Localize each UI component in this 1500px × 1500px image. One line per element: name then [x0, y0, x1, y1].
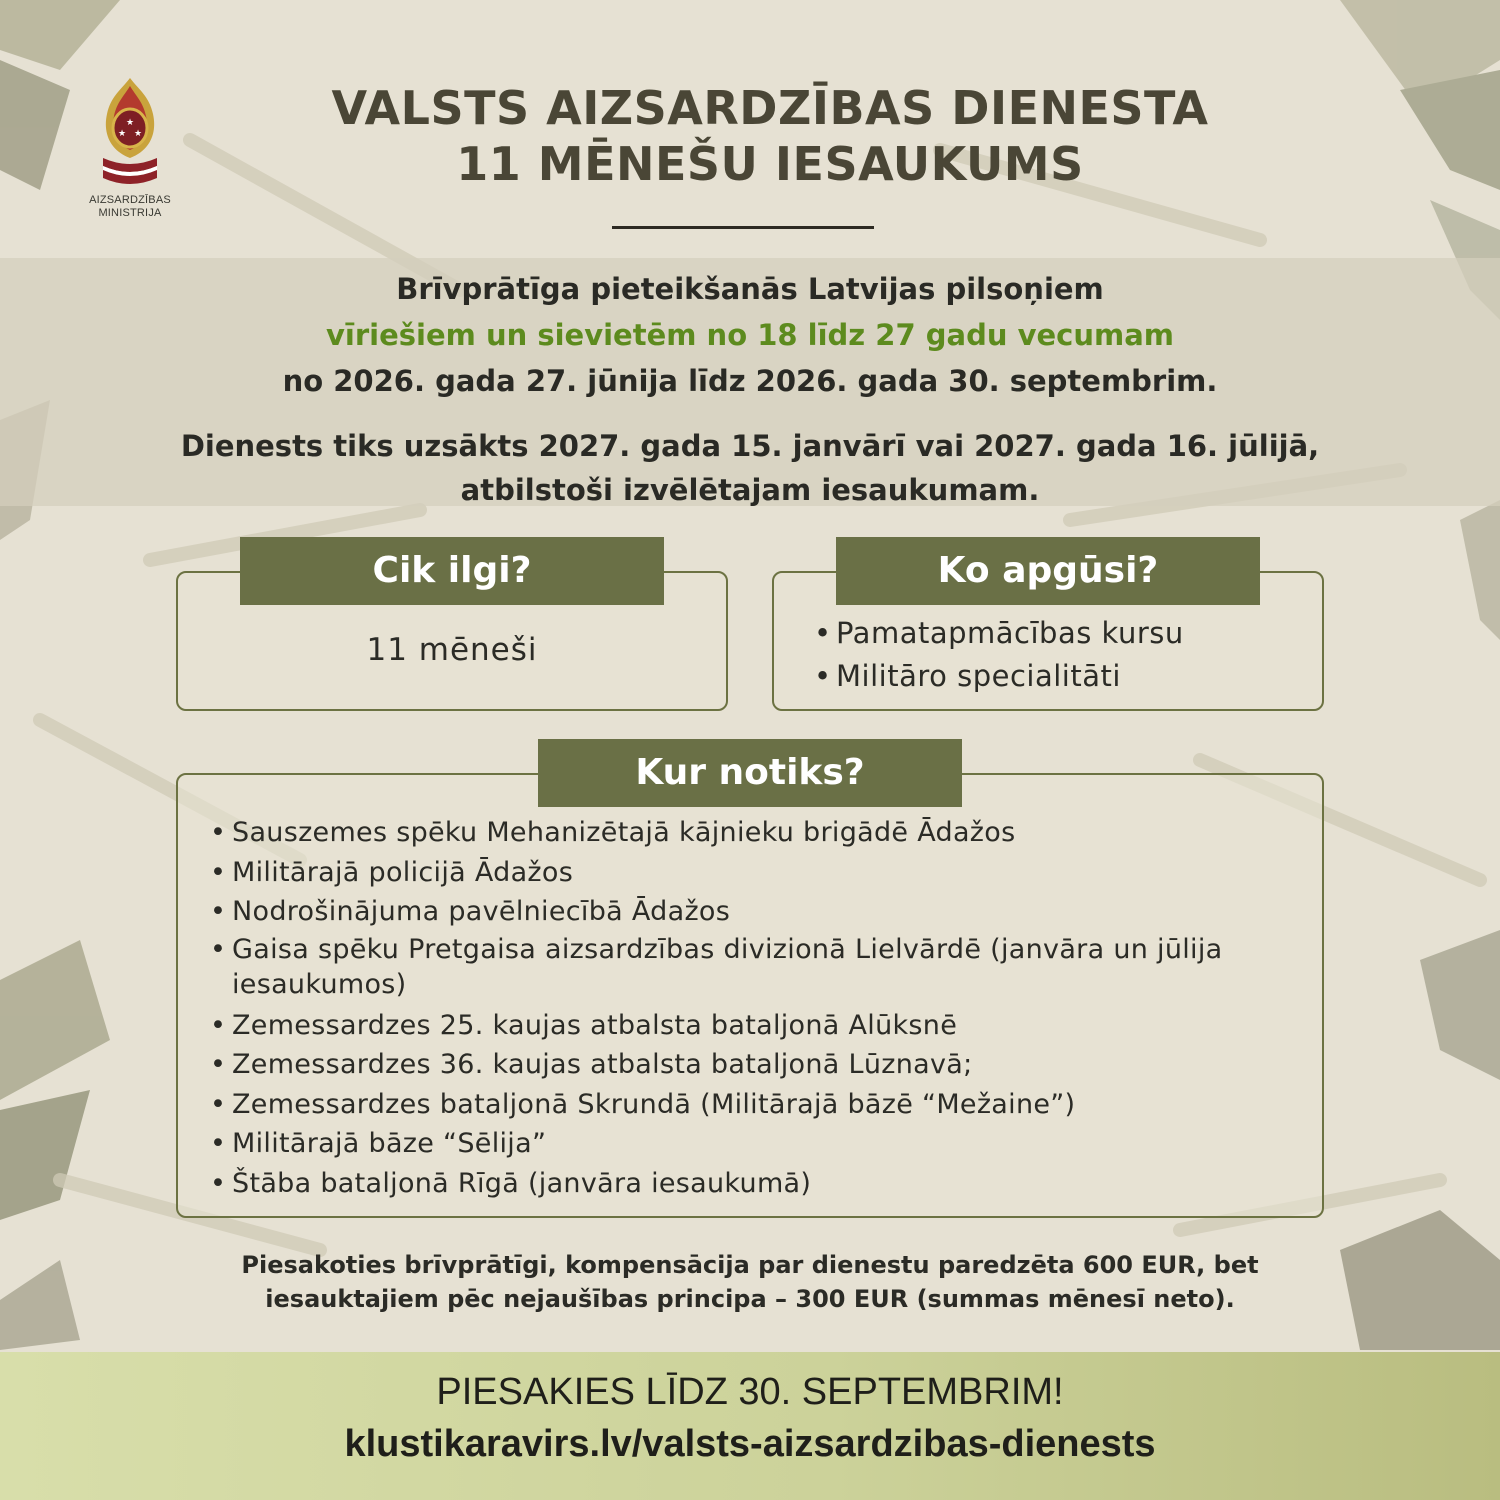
duration-heading: Cik ilgi? [240, 537, 664, 605]
cta-deadline: PIESAKIES LĪDZ 30. SEPTEMBRIM! [436, 1371, 1064, 1413]
title-line2: 11 MĒNEŠU IESAUKUMS [456, 137, 1084, 191]
learn-item: • Militāro specialitāti [812, 655, 1312, 698]
cta [0, 1368, 1500, 1472]
svg-text:★: ★ [133, 129, 143, 139]
svg-text:★: ★ [125, 118, 135, 128]
learn-heading: Ko apgūsi? [836, 537, 1260, 605]
logo-text-line1: AIZSARDZĪBAS [89, 194, 171, 206]
cta-url-link[interactable]: klustikaravirs.lv/valsts-aizsardzibas-dienests [344, 1423, 1156, 1465]
page-title [150, 80, 1390, 192]
location-item: • Štāba bataljonā Rīgā (janvāra iesaukumā) [208, 1164, 1278, 1204]
location-item: • Zemessardzes bataljonā Skrundā (Militārajā bāzē “Mežaine”) [208, 1085, 1278, 1125]
title-line1: VALSTS AIZSARDZĪBAS DIENESTA [331, 81, 1209, 135]
location-item: • Militārajā policijā Ādažos [208, 853, 1278, 893]
intro-dates: no 2026. gada 27. jūnija līdz 2026. gada 30. septembrim. [282, 364, 1218, 398]
title-divider [612, 226, 874, 229]
location-item: • Zemessardzes 25. kaujas atbalsta bataljonā Alūksnē [208, 1006, 1278, 1046]
location-item: • Nodrošinājuma pavēlniecībā Ādažos [208, 892, 1278, 932]
logo-text-line2: MINISTRIJA [98, 207, 162, 219]
intro-eligibility: vīriešiem un sievietēm no 18 līdz 27 gadu vecumam [326, 318, 1174, 352]
intro-start-line1: Dienests tiks uzsākts 2027. gada 15. janvārī vai 2027. gada 16. jūlijā, [180, 429, 1320, 463]
learn-list [812, 612, 1312, 698]
location-item: • Militārajā bāze “Sēlija” [208, 1124, 1278, 1164]
intro-text [80, 266, 1420, 512]
location-item: • Gaisa spēku Pretgaisa aizsardzības divizionā Lielvārdē (janvāra un jūlija iesaukumos) [208, 932, 1278, 1006]
location-heading: Kur notiks? [538, 739, 962, 807]
svg-text:★: ★ [117, 129, 127, 139]
intro-line1: Brīvprātīga pieteikšanās Latvijas pilsoņiem [396, 272, 1104, 306]
compensation-note [100, 1248, 1400, 1316]
location-item: • Sauszemes spēku Mehanizētajā kājnieku brigādē Ādažos [208, 813, 1278, 853]
location-list [208, 813, 1278, 1203]
learn-item: • Pamatapmācības kursu [812, 612, 1312, 655]
compensation-line2: iesauktajiem pēc nejaušības principa – 300 EUR (summas mēnesī neto). [265, 1285, 1235, 1313]
duration-value: 11 mēneši [366, 632, 538, 668]
compensation-line1: Piesakoties brīvprātīgi, kompensācija par dienestu paredzēta 600 EUR, bet [241, 1251, 1259, 1279]
intro-start-line2: atbilstoši izvēlētajam iesaukumam. [460, 473, 1040, 507]
location-item: • Zemessardzes 36. kaujas atbalsta bataljonā Lūznavā; [208, 1045, 1278, 1085]
